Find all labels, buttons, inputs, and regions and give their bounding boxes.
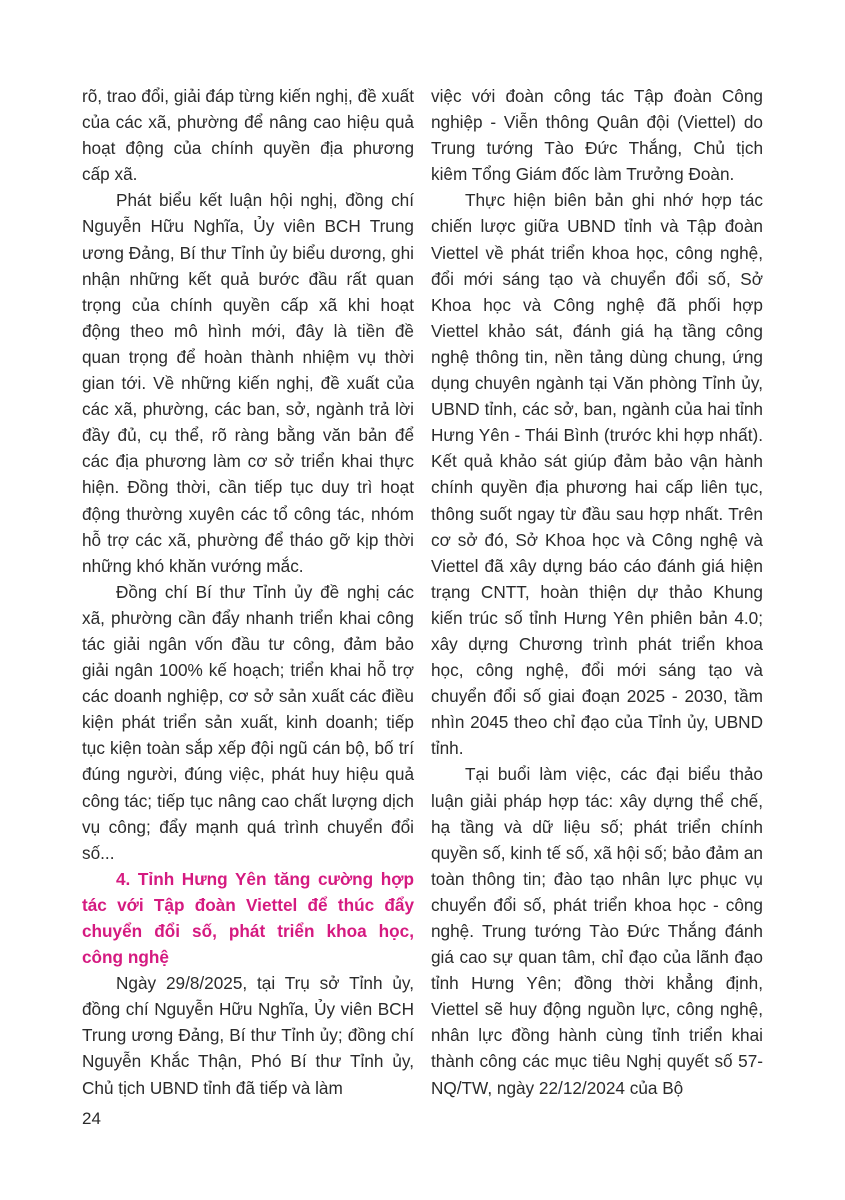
section-heading: 4. Tỉnh Hưng Yên tăng cường hợp tác với Tập đoàn Viettel để thúc đẩy chuyển đổi số, phát triển khoa học, công nghệ <box>82 868 414 968</box>
paragraph-secretary-request: Đồng chí Bí thư Tỉnh ủy đề nghị các xã, phường cần đẩy nhanh triển khai công tác giải ngân vốn đầu tư công, đảm bảo giải ngân 100% kế hoạch; triển khai hỗ trợ các doanh nghiệp, cơ sở sản xuất các điều kiện phát triển sản xuất, kinh doanh; tiếp tục kiện toàn sắp xếp đội ngũ cán bộ, bố trí đúng người, đúng việc, phát huy hiệu quả công tác; tiếp tục nâng cao chất lượng dịch vụ công; đẩy mạnh quá trình chuyển đổi số... <box>82 581 414 863</box>
left-column <box>82 83 414 1101</box>
page-number: 24 <box>82 1109 101 1128</box>
paragraph-conclusion-speech: Phát biểu kết luận hội nghị, đồng chí Nguyễn Hữu Nghĩa, Ủy viên BCH Trung ương Đảng, Bí thư Tỉnh ủy biểu dương, ghi nhận những kết quả bước đầu rất quan trọng của chính quyền cấp xã khi hoạt động theo mô hình mới, đây là tiền đề quan trọng để hoàn thành nhiệm vụ thời gian tới. Về những kiến nghị, đề xuất của các xã, phường, các ban, sở, ngành trả lời đầy đủ, cụ thể, rõ ràng bằng văn bản để các địa phương làm cơ sở triển khai thực hiện. Đồng thời, cần tiếp tục duy trì hoạt động thường xuyên các tổ công tác, nhóm hỗ trợ các xã, phường để tháo gỡ kịp thời những khó khăn vướng mắc. <box>82 190 414 576</box>
right-column <box>431 83 763 1101</box>
paragraph-continuation: việc với đoàn công tác Tập đoàn Công nghiệp - Viễn thông Quân đội (Viettel) do Trung tướng Tào Đức Thắng, Chủ tịch kiêm Tổng Giám đốc làm Trưởng Đoàn. <box>431 86 763 185</box>
paragraph-discussion: Tại buổi làm việc, các đại biểu thảo luận giải pháp hợp tác: xây dựng thể chế, hạ tầng và dữ liệu số; phát triển chính quyền số, kinh tế số, xã hội số; bảo đảm an toàn thông tin; đào tạo nhân lực phục vụ chuyển đổi số, phát triển khoa học - công nghệ. Trung tướng Tào Đức Thắng đánh giá cao sự quan tâm, chỉ đạo của lãnh đạo tỉnh Hưng Yên; đồng thời khẳng định, Viettel sẽ huy động nguồn lực, công nghệ, nhân lực đồng hành cùng tỉnh triển khai thành công các mục tiêu Nghị quyết số 57-NQ/TW, ngày 22/12/2024 của Bộ <box>431 764 763 1098</box>
paragraph-meeting-date: Ngày 29/8/2025, tại Trụ sở Tỉnh ủy, đồng chí Nguyễn Hữu Nghĩa, Ủy viên BCH Trung ương Đảng, Bí thư Tỉnh ủy; đồng chí Nguyễn Khắc Thận, Phó Bí thư Tỉnh ủy, Chủ tịch UBND tỉnh đã tiếp và làm <box>82 973 414 1098</box>
paragraph-continuation: rõ, trao đổi, giải đáp từng kiến nghị, đề xuất của các xã, phường để nâng cao hiệu quả hoạt động của chính quyền địa phương cấp xã. <box>82 86 414 185</box>
paragraph-cooperation-memo: Thực hiện biên bản ghi nhớ hợp tác chiến lược giữa UBND tỉnh và Tập đoàn Viettel về phát triển khoa học, công nghệ, đổi mới sáng tạo và chuyển đổi số, Sở Khoa học và Công nghệ đã phối hợp Viettel khảo sát, đánh giá hạ tầng công nghệ thông tin, nền tảng dùng chung, ứng dụng chuyên ngành tại Văn phòng Tỉnh ủy, UBND tỉnh, các sở, ban, ngành của hai tỉnh Hưng Yên - Thái Bình (trước khi hợp nhất). Kết quả khảo sát giúp đảm bảo vận hành chính quyền địa phương hai cấp liên tục, thông suốt ngay từ đầu sau hợp nhất. Trên cơ sở đó, Sở Khoa học và Công nghệ và Viettel đã xây dựng báo cáo đánh giá hiện trạng CNTT, hoàn thiện dự thảo Khung kiến trúc số tỉnh Hưng Yên phiên bản 4.0; xây dựng Chương trình phát triển khoa học, công nghệ, đổi mới sáng tạo và chuyển đổi số giai đoạn 2025 - 2030, tầm nhìn 2045 theo chỉ đạo của Tỉnh ủy, UBND tỉnh. <box>431 190 763 759</box>
